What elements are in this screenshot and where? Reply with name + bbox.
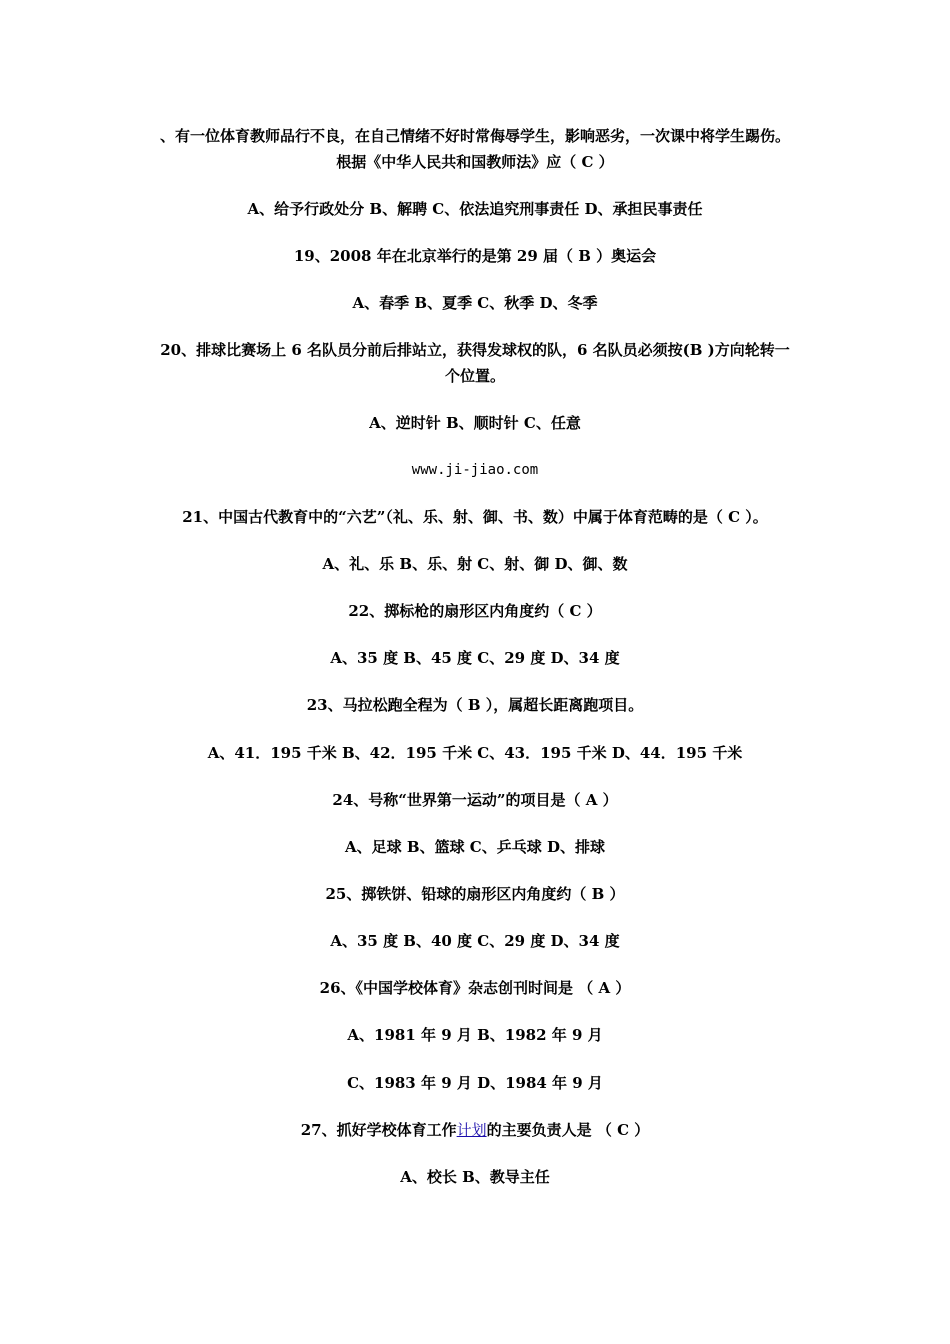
question-18-line-1: 、有一位体育教师品行不良，在自己情绪不好时常侮辱学生，影响恶劣，一次课中将学生踢伤。 [159,127,790,145]
question-20-options: A、逆时针 B、顺时针 C、任意 [369,414,581,432]
question-23: 23、马拉松跑全程为（ B ），属超长距离跑项目。 [306,696,644,714]
question-25: 25、掷铁饼、铅球的扇形区内角度约（ B ） [325,885,625,903]
website-text: www.ji-jiao.com [411,462,539,478]
question-27-text-after: 的主要负责人是 （ C ） [486,1121,650,1139]
question-22-options: A、35 度 B、45 度 C、29 度 D、34 度 [330,649,620,667]
question-26-options-1: A、1981 年 9 月 B、1982 年 9 月 [347,1026,603,1044]
question-20-line-2: 个位置。 [444,367,505,385]
plan-link[interactable]: 计划 [456,1121,487,1139]
question-26: 26、《中国学校体育》杂志创刊时间是 （ A ） [319,979,631,997]
question-25-options: A、35 度 B、40 度 C、29 度 D、34 度 [330,932,620,950]
question-22: 22、掷标枪的扇形区内角度约（ C ） [348,602,602,620]
question-24-options: A、足球 B、篮球 C、乒乓球 D、排球 [345,838,605,856]
question-18-options: A、给予行政处分 B、解聘 C、依法追究刑事责任 D、承担民事责任 [247,200,703,218]
question-20-line-1: 20、排球比赛场上 6 名队员分前后排站立，获得发球权的队，6 名队员必须按(B )方向轮转一 [160,341,790,359]
question-21: 21、中国古代教育中的“六艺”（礼、乐、射、御、书、数）中属于体育范畴的是（ C ）。 [182,508,768,526]
question-18-line-2: 根据《中华人民共和国教师法》应（ C ） [336,153,614,171]
question-27-options: A、校长 B、教导主任 [400,1168,550,1186]
question-21-options: A、礼、乐 B、乐、射 C、射、御 D、御、数 [322,555,628,573]
question-19-options: A、春季 B、夏季 C、秋季 D、冬季 [352,294,598,312]
question-27 [120,1118,830,1142]
question-27-text-before: 27、抓好学校体育工作 [300,1121,457,1139]
question-26-options-2: C、1983 年 9 月 D、1984 年 9 月 [347,1074,603,1092]
question-19: 19、2008 年在北京举行的是第 29 届（ B ）奥运会 [293,247,657,265]
question-23-options: A、41．195 千米 B、42．195 千米 C、43．195 千米 D、44．195 千米 [207,744,743,762]
question-24: 24、号称“世界第一运动”的项目是（ A ） [332,791,618,809]
